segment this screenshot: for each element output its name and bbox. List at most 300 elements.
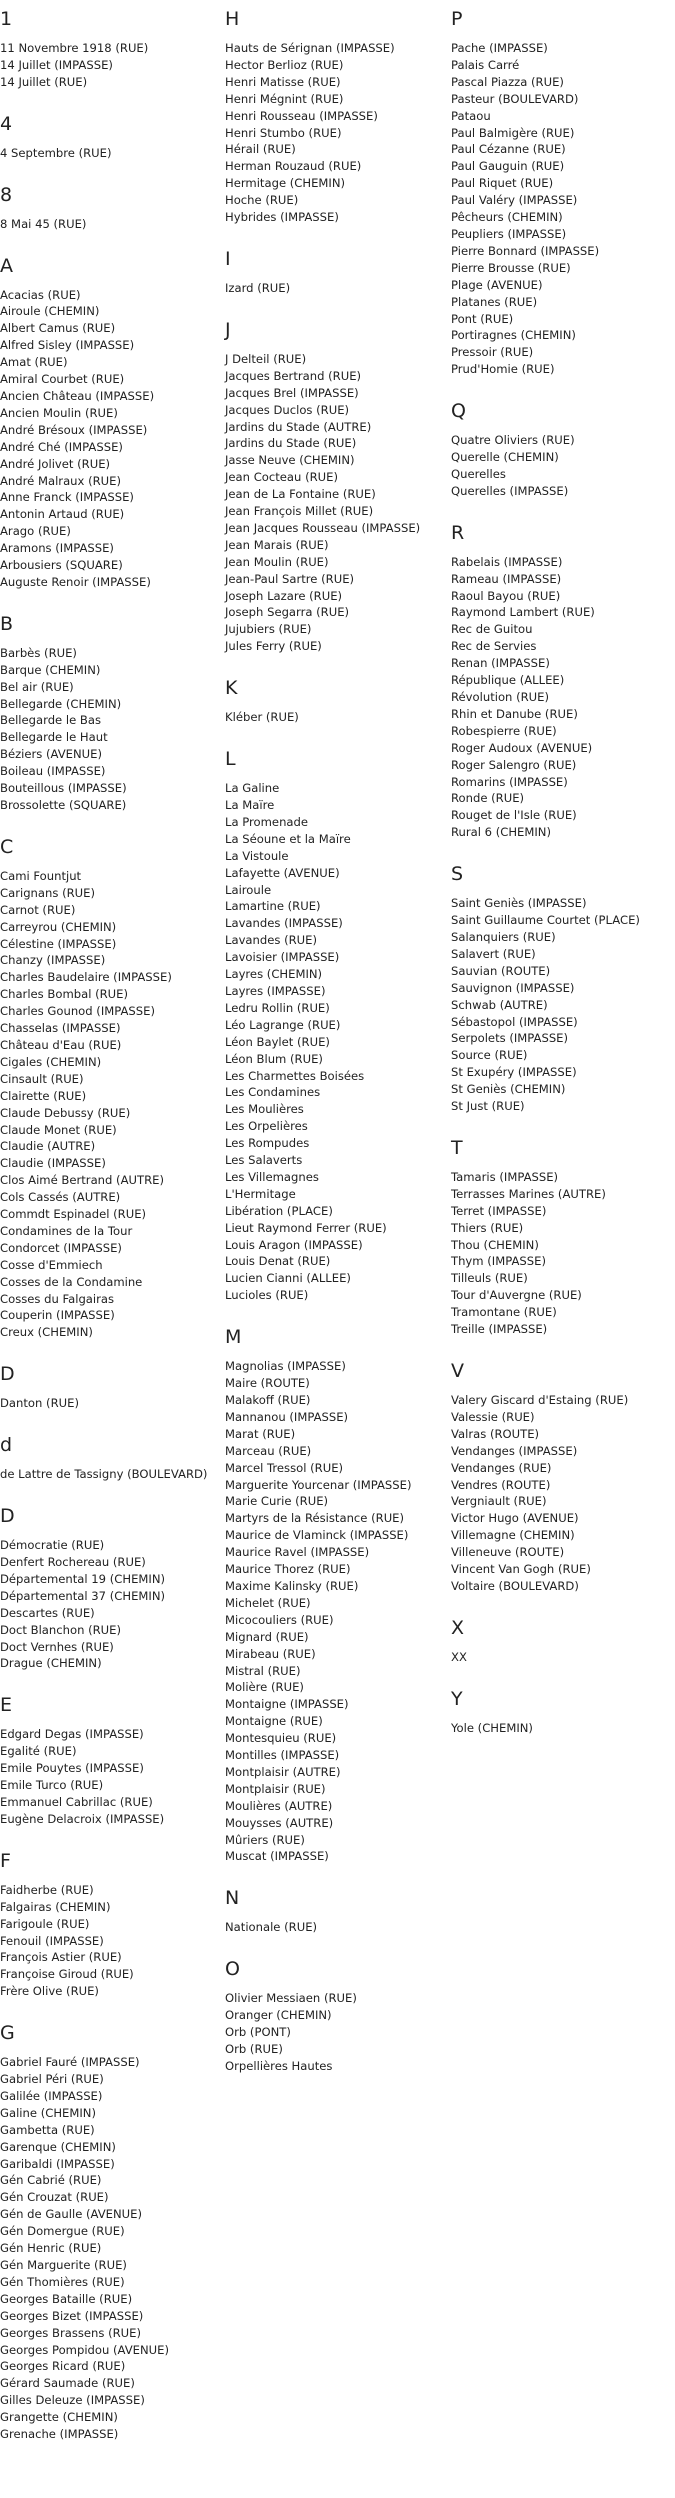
street-link[interactable]: Cols Cassés (AUTRE) bbox=[0, 1190, 121, 1205]
street-link[interactable]: Aramons (IMPASSE) bbox=[0, 541, 114, 556]
street-link[interactable]: Lamartine (RUE) bbox=[225, 899, 321, 914]
street-link[interactable]: Kléber (RUE) bbox=[225, 710, 299, 725]
street-link[interactable]: Rouget de l'Isle (RUE) bbox=[451, 808, 577, 823]
street-link[interactable]: Mûriers (RUE) bbox=[225, 1832, 305, 1847]
street-link[interactable]: Gén Crouzat (RUE) bbox=[0, 2190, 109, 2205]
street-link[interactable]: Chanzy (IMPASSE) bbox=[0, 953, 106, 968]
street-link[interactable]: Joseph Lazare (RUE) bbox=[225, 588, 343, 603]
street-link[interactable]: Mirabeau (RUE) bbox=[225, 1646, 316, 1661]
letter-section bbox=[451, 1617, 675, 1666]
street-link[interactable]: Henri Matisse (RUE) bbox=[225, 74, 341, 89]
street-link[interactable]: Bel air (RUE) bbox=[0, 679, 74, 694]
street-link[interactable]: Thiers (RUE) bbox=[451, 1220, 524, 1235]
street-link[interactable]: Charles Baudelaire (IMPASSE) bbox=[0, 970, 172, 985]
street-link[interactable]: Charles Bombal (RUE) bbox=[0, 987, 129, 1002]
street-link[interactable]: Jean Jacques Rousseau (IMPASSE) bbox=[225, 520, 421, 535]
street-link[interactable]: Claude Debussy (RUE) bbox=[0, 1105, 131, 1120]
street-list bbox=[225, 709, 445, 726]
street-link[interactable]: Terrasses Marines (AUTRE) bbox=[451, 1186, 606, 1201]
street-link[interactable]: Rec de Servies bbox=[451, 639, 537, 654]
street-link[interactable]: Pache (IMPASSE) bbox=[451, 41, 548, 55]
street-link[interactable]: Airoule (CHEMIN) bbox=[0, 304, 100, 319]
street-link[interactable]: 14 Juillet (IMPASSE) bbox=[0, 57, 113, 72]
street-link[interactable]: Jules Ferry (RUE) bbox=[225, 639, 322, 654]
street-link[interactable]: Molière (RUE) bbox=[225, 1680, 304, 1695]
street-link[interactable]: Claude Monet (RUE) bbox=[0, 1122, 117, 1137]
street-link[interactable]: Villeneuve (ROUTE) bbox=[451, 1545, 565, 1560]
street-link[interactable]: Thym (IMPASSE) bbox=[451, 1254, 546, 1269]
street-link[interactable]: Cigales (CHEMIN) bbox=[0, 1054, 102, 1069]
street-link[interactable]: Gén Cabrié (RUE) bbox=[0, 2173, 102, 2188]
street-link[interactable]: Marceau (RUE) bbox=[225, 1443, 312, 1458]
street-link[interactable]: Paul Gauguin (RUE) bbox=[451, 159, 565, 174]
street-link[interactable]: Edgard Degas (IMPASSE) bbox=[0, 1727, 144, 1742]
street-link[interactable]: J Delteil (RUE) bbox=[225, 351, 307, 366]
street-link[interactable]: Montaigne (RUE) bbox=[225, 1714, 323, 1729]
street-link[interactable]: Maxime Kalinsky (RUE) bbox=[225, 1578, 359, 1593]
street-link[interactable]: Libération (PLACE) bbox=[225, 1203, 333, 1218]
street-link[interactable]: Les Orpelières bbox=[225, 1119, 308, 1134]
street-link[interactable]: Claudie (AUTRE) bbox=[0, 1139, 96, 1154]
street-link[interactable]: Oranger (CHEMIN) bbox=[225, 2008, 332, 2023]
street-link[interactable]: Georges Bataille (RUE) bbox=[0, 2291, 133, 2306]
street-link[interactable]: Louis Aragon (IMPASSE) bbox=[225, 1237, 363, 1252]
street-link[interactable]: Hector Berlioz (RUE) bbox=[225, 57, 344, 72]
street-link[interactable]: Clairette (RUE) bbox=[0, 1088, 87, 1103]
street-link[interactable]: Vendanges (RUE) bbox=[451, 1460, 552, 1475]
letter-section bbox=[0, 113, 220, 162]
street-link[interactable]: Montesquieu (RUE) bbox=[225, 1731, 337, 1746]
street-link[interactable]: Léon Blum (RUE) bbox=[225, 1051, 323, 1066]
street-link[interactable]: Charles Gounod (IMPASSE) bbox=[0, 1004, 155, 1019]
street-link[interactable]: Marat (RUE) bbox=[225, 1426, 296, 1441]
street-link[interactable]: Pierre Bonnard (IMPASSE) bbox=[451, 243, 600, 258]
letter-section bbox=[0, 184, 220, 233]
street-link[interactable]: 4 Septembre (RUE) bbox=[0, 145, 112, 160]
street-link[interactable]: Valery Giscard d'Estaing (RUE) bbox=[451, 1393, 629, 1407]
street-link[interactable]: Jasse Neuve (CHEMIN) bbox=[225, 453, 355, 468]
street-link[interactable]: Jacques Bertrand (RUE) bbox=[225, 368, 362, 383]
street-link[interactable]: Martyrs de la Résistance (RUE) bbox=[225, 1511, 405, 1526]
street-link[interactable]: St Exupéry (IMPASSE) bbox=[451, 1065, 577, 1080]
street-link[interactable]: Maurice de Vlaminck (IMPASSE) bbox=[225, 1528, 409, 1543]
street-link[interactable]: Querelles (IMPASSE) bbox=[451, 483, 569, 498]
section-letter-heading: X bbox=[451, 1616, 465, 1639]
street-link[interactable]: Grenache (IMPASSE) bbox=[0, 2427, 119, 2442]
street-link[interactable]: Montaigne (IMPASSE) bbox=[225, 1697, 349, 1712]
street-link[interactable]: Izard (RUE) bbox=[225, 280, 291, 295]
street-link[interactable]: Rameau (IMPASSE) bbox=[451, 571, 562, 586]
street-link[interactable]: Querelles bbox=[451, 466, 506, 481]
street-link[interactable]: Nationale (RUE) bbox=[225, 1920, 318, 1935]
street-link[interactable]: Jean-Paul Sartre (RUE) bbox=[225, 571, 355, 586]
street-link[interactable]: Françoise Giroud (RUE) bbox=[0, 1967, 134, 1982]
street-link[interactable]: Lavandes (RUE) bbox=[225, 933, 318, 948]
street-link[interactable]: Henri Rousseau (IMPASSE) bbox=[225, 108, 378, 123]
street-link[interactable]: Quatre Oliviers (RUE) bbox=[451, 433, 575, 448]
street-link[interactable]: Clos Aimé Bertrand (AUTRE) bbox=[0, 1173, 164, 1188]
street-link[interactable]: Raymond Lambert (RUE) bbox=[451, 605, 595, 620]
street-link[interactable]: Roger Salengro (RUE) bbox=[451, 757, 577, 772]
street-link[interactable]: Layres (CHEMIN) bbox=[225, 967, 323, 982]
street-link[interactable]: Vincent Van Gogh (RUE) bbox=[451, 1562, 591, 1577]
street-link[interactable]: Tour d'Auvergne (RUE) bbox=[451, 1288, 582, 1303]
street-link[interactable]: André Malraux (RUE) bbox=[0, 473, 121, 488]
street-link[interactable]: Georges Bizet (IMPASSE) bbox=[0, 2308, 144, 2323]
street-link[interactable]: Louis Denat (RUE) bbox=[225, 1254, 331, 1269]
street-link[interactable]: Malakoff (RUE) bbox=[225, 1393, 311, 1407]
section-letter-heading: K bbox=[225, 677, 238, 700]
letter-section bbox=[225, 677, 445, 726]
street-link[interactable]: La Séoune et la Maïre bbox=[225, 831, 351, 846]
street-link[interactable]: Lavoisier (IMPASSE) bbox=[225, 950, 340, 965]
street-link[interactable]: Villemagne (CHEMIN) bbox=[451, 1528, 575, 1543]
street-link[interactable]: Mignard (RUE) bbox=[225, 1629, 309, 1644]
street-link[interactable]: Source (RUE) bbox=[451, 1048, 528, 1063]
street-link[interactable]: Doct Vernhes (RUE) bbox=[0, 1639, 114, 1654]
street-link[interactable]: Prud'Homie (RUE) bbox=[451, 362, 555, 377]
street-link[interactable]: Hauts de Sérignan (IMPASSE) bbox=[225, 41, 395, 55]
street-link[interactable]: Emile Turco (RUE) bbox=[0, 1778, 104, 1793]
street-link[interactable]: Micocouliers (RUE) bbox=[225, 1612, 334, 1627]
street-link[interactable]: Condorcet (IMPASSE) bbox=[0, 1240, 122, 1255]
street-link[interactable]: Tamaris (IMPASSE) bbox=[451, 1169, 559, 1184]
section-letter-heading: E bbox=[0, 1694, 13, 1717]
street-link[interactable]: 8 Mai 45 (RUE) bbox=[0, 216, 87, 231]
street-link[interactable]: Condamines de la Tour bbox=[0, 1223, 133, 1238]
street-link[interactable]: Danton (RUE) bbox=[0, 1396, 79, 1411]
street-link[interactable]: Montilles (IMPASSE) bbox=[225, 1748, 340, 1763]
street-link[interactable]: Les Salaverts bbox=[225, 1153, 303, 1168]
street-link[interactable]: Antonin Artaud (RUE) bbox=[0, 507, 125, 522]
street-link[interactable]: Cosses de la Condamine bbox=[0, 1274, 143, 1289]
street-link[interactable]: Tramontane (RUE) bbox=[451, 1305, 557, 1320]
street-link[interactable]: Arbousiers (SQUARE) bbox=[0, 558, 123, 573]
street-link[interactable]: Carreyrou (CHEMIN) bbox=[0, 919, 117, 934]
street-link[interactable]: Bellegarde le Haut bbox=[0, 730, 108, 745]
street-link[interactable]: Henri Stumbo (RUE) bbox=[225, 125, 342, 140]
street-link[interactable]: André Jolivet (RUE) bbox=[0, 456, 111, 471]
street-link[interactable]: Terret (IMPASSE) bbox=[451, 1203, 547, 1218]
street-link[interactable]: Salanquiers (RUE) bbox=[451, 929, 556, 944]
street-link[interactable]: Anne Franck (IMPASSE) bbox=[0, 490, 134, 505]
street-link[interactable]: Galine (CHEMIN) bbox=[0, 2105, 96, 2120]
street-link[interactable]: Marguerite Yourcenar (IMPASSE) bbox=[225, 1477, 412, 1492]
street-link[interactable]: Hérail (RUE) bbox=[225, 142, 296, 157]
street-link[interactable]: Rec de Guitou bbox=[451, 622, 533, 637]
street-link[interactable]: Hoche (RUE) bbox=[225, 193, 299, 208]
street-link[interactable]: Saint Guillaume Courtet (PLACE) bbox=[451, 913, 640, 928]
street-link[interactable]: Lavandes (IMPASSE) bbox=[225, 916, 343, 931]
street-link[interactable]: Mouysses (AUTRE) bbox=[225, 1815, 334, 1830]
street-link[interactable]: Gén Marguerite (RUE) bbox=[0, 2258, 127, 2272]
street-link[interactable]: Albert Camus (RUE) bbox=[0, 321, 116, 336]
street-link[interactable]: Georges Brassens (RUE) bbox=[0, 2325, 142, 2340]
street-link[interactable]: Orb (PONT) bbox=[225, 2025, 291, 2040]
street-link[interactable]: Gén Henric (RUE) bbox=[0, 2241, 102, 2256]
street-link[interactable]: Salavert (RUE) bbox=[451, 946, 536, 961]
street-link[interactable]: Rural 6 (CHEMIN) bbox=[451, 825, 552, 840]
street-link[interactable]: République (ALLEE) bbox=[451, 673, 565, 688]
street-link[interactable]: Maire (ROUTE) bbox=[225, 1376, 310, 1391]
street-link[interactable]: Tilleuls (RUE) bbox=[451, 1271, 528, 1286]
street-link[interactable]: Célestine (IMPASSE) bbox=[0, 936, 117, 951]
street-link[interactable]: Lairoule bbox=[225, 882, 272, 897]
street-link[interactable]: La Maïre bbox=[225, 798, 275, 812]
street-link[interactable]: Eugène Delacroix (IMPASSE) bbox=[0, 1811, 165, 1826]
street-link[interactable]: Les Villemagnes bbox=[225, 1169, 319, 1184]
street-link[interactable]: Amiral Courbet (RUE) bbox=[0, 372, 125, 387]
street-link[interactable]: Gén de Gaulle (AVENUE) bbox=[0, 2207, 143, 2222]
street-link[interactable]: Acacias (RUE) bbox=[0, 287, 81, 302]
street-link[interactable]: Georges Pompidou (AVENUE) bbox=[0, 2342, 169, 2357]
street-link[interactable]: Mannanou (IMPASSE) bbox=[225, 1409, 349, 1424]
index-column-3 bbox=[451, 8, 675, 1759]
street-link[interactable]: Muscat (IMPASSE) bbox=[225, 1849, 329, 1864]
street-link[interactable]: Serpolets (IMPASSE) bbox=[451, 1031, 569, 1046]
street-link[interactable]: Claudie (IMPASSE) bbox=[0, 1156, 106, 1171]
street-link[interactable]: Paul Cézanne (RUE) bbox=[451, 142, 566, 157]
street-link[interactable]: Gabriel Fauré (IMPASSE) bbox=[0, 2055, 140, 2070]
street-link[interactable]: Boileau (IMPASSE) bbox=[0, 764, 106, 779]
street-link[interactable]: Lafayette (AVENUE) bbox=[225, 865, 340, 880]
street-link[interactable]: Vendanges (IMPASSE) bbox=[451, 1443, 578, 1458]
street-link[interactable]: Sauvian (ROUTE) bbox=[451, 963, 551, 978]
street-link[interactable]: Treille (IMPASSE) bbox=[451, 1322, 548, 1337]
street-link[interactable]: Orb (RUE) bbox=[225, 2042, 283, 2056]
street-link[interactable]: Ledru Rollin (RUE) bbox=[225, 1000, 330, 1015]
street-link[interactable]: Victor Hugo (AVENUE) bbox=[451, 1511, 579, 1526]
street-link[interactable]: La Vistoule bbox=[225, 848, 289, 863]
street-link[interactable]: Yole (CHEMIN) bbox=[451, 1720, 533, 1735]
street-link[interactable]: François Astier (RUE) bbox=[0, 1950, 122, 1965]
street-link[interactable]: Farigoule (RUE) bbox=[0, 1916, 90, 1931]
street-link[interactable]: Querelle (CHEMIN) bbox=[451, 450, 559, 465]
letter-section bbox=[0, 613, 220, 814]
street-link[interactable]: Mistral (RUE) bbox=[225, 1663, 301, 1678]
street-link[interactable]: Jardins du Stade (AUTRE) bbox=[225, 419, 372, 434]
street-link[interactable]: Cami Fountjut bbox=[0, 868, 82, 883]
street-link[interactable]: Léo Lagrange (RUE) bbox=[225, 1017, 341, 1032]
street-link[interactable]: Renan (IMPASSE) bbox=[451, 656, 550, 671]
street-link[interactable]: St Geniès (CHEMIN) bbox=[451, 1082, 566, 1097]
street-link[interactable]: Auguste Renoir (IMPASSE) bbox=[0, 574, 151, 589]
street-link[interactable]: Pont (RUE) bbox=[451, 311, 514, 326]
street-link[interactable]: Raoul Bayou (RUE) bbox=[451, 588, 561, 603]
street-link[interactable]: Frère Olive (RUE) bbox=[0, 1984, 99, 1999]
street-list bbox=[225, 780, 445, 1304]
street-link[interactable]: Jean Moulin (RUE) bbox=[225, 554, 329, 569]
street-link[interactable]: Emile Pouytes (IMPASSE) bbox=[0, 1761, 144, 1776]
street-link[interactable]: Carignans (RUE) bbox=[0, 885, 95, 900]
street-link[interactable]: Vendres (ROUTE) bbox=[451, 1477, 551, 1492]
street-link[interactable]: Les Moulières bbox=[225, 1102, 304, 1117]
street-link[interactable]: Bellegarde (CHEMIN) bbox=[0, 696, 122, 711]
street-link[interactable]: Brossolette (SQUARE) bbox=[0, 798, 127, 812]
street-link[interactable]: Alfred Sisley (IMPASSE) bbox=[0, 338, 135, 353]
street-link[interactable]: Paul Valéry (IMPASSE) bbox=[451, 193, 578, 208]
street-link[interactable]: Bellegarde le Bas bbox=[0, 713, 102, 728]
street-link[interactable]: André Ché (IMPASSE) bbox=[0, 439, 123, 454]
street-link[interactable]: Rhin et Danube (RUE) bbox=[451, 706, 578, 721]
street-link[interactable]: Henri Mégnint (RUE) bbox=[225, 91, 344, 106]
street-link[interactable]: Départemental 37 (CHEMIN) bbox=[0, 1588, 166, 1603]
street-link[interactable]: Maurice Thorez (RUE) bbox=[225, 1562, 351, 1577]
street-link[interactable]: Romarins (IMPASSE) bbox=[451, 774, 568, 789]
street-link[interactable]: St Just (RUE) bbox=[451, 1099, 525, 1114]
street-link[interactable]: Vergniault (RUE) bbox=[451, 1494, 547, 1509]
street-link[interactable]: Barbès (RUE) bbox=[0, 645, 77, 660]
street-link[interactable]: Paul Balmigère (RUE) bbox=[451, 125, 575, 140]
street-link[interactable]: Marie Curie (RUE) bbox=[225, 1494, 329, 1509]
street-link[interactable]: Ronde (RUE) bbox=[451, 791, 525, 806]
street-link[interactable]: Lucioles (RUE) bbox=[225, 1288, 309, 1303]
street-link[interactable]: Révolution (RUE) bbox=[451, 690, 549, 704]
street-link[interactable]: La Galine bbox=[225, 781, 280, 796]
street-link[interactable]: Jujubiers (RUE) bbox=[225, 622, 312, 637]
street-link[interactable]: Doct Blanchon (RUE) bbox=[0, 1622, 122, 1637]
street-link[interactable]: Chasselas (IMPASSE) bbox=[0, 1021, 121, 1036]
street-link[interactable]: Palais Carré bbox=[451, 57, 520, 72]
street-link[interactable]: Creux (CHEMIN) bbox=[0, 1325, 93, 1340]
street-link[interactable]: Denfert Rochereau (RUE) bbox=[0, 1555, 146, 1569]
street-link[interactable]: Fenouil (IMPASSE) bbox=[0, 1933, 104, 1948]
street-link[interactable]: André Brésoux (IMPASSE) bbox=[0, 422, 148, 437]
street-link[interactable]: Egalité (RUE) bbox=[0, 1744, 77, 1759]
street-link[interactable]: Orpellières Hautes bbox=[225, 2058, 333, 2073]
street-link[interactable]: Cosses du Falgairas bbox=[0, 1291, 115, 1306]
street-link[interactable]: Jean Cocteau (RUE) bbox=[225, 470, 338, 485]
street-link[interactable]: Ancien Moulin (RUE) bbox=[0, 405, 118, 420]
street-link[interactable]: Démocratie (RUE) bbox=[0, 1538, 105, 1553]
street-link[interactable]: Drague (CHEMIN) bbox=[0, 1656, 102, 1671]
street-link[interactable]: Bouteillous (IMPASSE) bbox=[0, 781, 127, 796]
street-list bbox=[451, 40, 675, 378]
street-link[interactable]: Jean François Millet (RUE) bbox=[225, 504, 374, 519]
street-link[interactable]: Magnolias (IMPASSE) bbox=[225, 1359, 346, 1374]
street-link[interactable]: Cinsault (RUE) bbox=[0, 1071, 84, 1086]
street-link[interactable]: Moulières (AUTRE) bbox=[225, 1798, 333, 1813]
street-link[interactable]: Portiragnes (CHEMIN) bbox=[451, 328, 576, 343]
street-link[interactable]: Peupliers (IMPASSE) bbox=[451, 226, 567, 241]
street-link[interactable]: Sébastopol (IMPASSE) bbox=[451, 1014, 578, 1029]
street-link[interactable]: Pascal Piazza (RUE) bbox=[451, 74, 564, 89]
street-link[interactable]: Joseph Segarra (RUE) bbox=[225, 605, 350, 620]
street-link[interactable]: Carnot (RUE) bbox=[0, 902, 76, 917]
street-link[interactable]: Gilles Deleuze (IMPASSE) bbox=[0, 2393, 145, 2408]
street-link[interactable]: Jean Marais (RUE) bbox=[225, 537, 329, 552]
street-link[interactable]: Ancien Château (IMPASSE) bbox=[0, 388, 155, 403]
street-link[interactable]: Pressoir (RUE) bbox=[451, 345, 534, 360]
street-link[interactable]: Jacques Duclos (RUE) bbox=[225, 402, 350, 417]
street-link[interactable]: Pierre Brousse (RUE) bbox=[451, 260, 571, 275]
street-link[interactable]: Gérard Saumade (RUE) bbox=[0, 2376, 135, 2391]
street-link[interactable]: Barque (CHEMIN) bbox=[0, 662, 101, 677]
street-link[interactable]: Schwab (AUTRE) bbox=[451, 997, 548, 1012]
street-link[interactable]: Thou (CHEMIN) bbox=[451, 1237, 539, 1252]
street-link[interactable]: Marcel Tressol (RUE) bbox=[225, 1460, 344, 1475]
letter-section bbox=[225, 1958, 445, 2075]
street-link[interactable]: Cosse d'Emmiech bbox=[0, 1257, 103, 1272]
street-link[interactable]: L'Hermitage bbox=[225, 1186, 296, 1201]
street-link[interactable]: Valras (ROUTE) bbox=[451, 1426, 540, 1441]
street-link[interactable]: Les Charmettes Boisées bbox=[225, 1068, 365, 1083]
section-letter-heading: 1 bbox=[0, 8, 13, 30]
street-link[interactable]: Les Rompudes bbox=[225, 1136, 310, 1151]
street-link[interactable]: Platanes (RUE) bbox=[451, 294, 538, 309]
street-link[interactable]: Jardins du Stade (RUE) bbox=[225, 436, 357, 451]
street-link[interactable]: Pasteur (BOULEVARD) bbox=[451, 91, 579, 106]
street-link[interactable]: Départemental 19 (CHEMIN) bbox=[0, 1571, 166, 1586]
street-link[interactable]: Jacques Brel (IMPASSE) bbox=[225, 385, 359, 400]
street-link[interactable]: Garibaldi (IMPASSE) bbox=[0, 2156, 115, 2171]
street-link[interactable]: Georges Ricard (RUE) bbox=[0, 2359, 126, 2374]
street-link[interactable]: Descartes (RUE) bbox=[0, 1605, 95, 1620]
street-link[interactable]: Gén Thomières (RUE) bbox=[0, 2274, 125, 2289]
street-link[interactable]: Grangette (CHEMIN) bbox=[0, 2410, 118, 2425]
street-link[interactable]: Herman Rouzaud (RUE) bbox=[225, 159, 362, 174]
street-link[interactable]: Maurice Ravel (IMPASSE) bbox=[225, 1545, 370, 1560]
street-link[interactable]: Lieut Raymond Ferrer (RUE) bbox=[225, 1220, 387, 1235]
street-link[interactable]: La Promenade bbox=[225, 814, 309, 829]
street-link[interactable]: Les Condamines bbox=[225, 1085, 321, 1100]
street-link[interactable]: Hybrides (IMPASSE) bbox=[225, 210, 339, 225]
street-link[interactable]: Gambetta (RUE) bbox=[0, 2122, 95, 2137]
street-link[interactable]: Plage (AVENUE) bbox=[451, 277, 543, 292]
street-link[interactable]: Pêcheurs (CHEMIN) bbox=[451, 210, 563, 225]
street-link[interactable]: Voltaire (BOULEVARD) bbox=[451, 1578, 579, 1593]
street-link[interactable]: Falgairas (CHEMIN) bbox=[0, 1899, 111, 1914]
street-list bbox=[0, 145, 220, 162]
street-link[interactable]: Gén Domergue (RUE) bbox=[0, 2224, 125, 2239]
letter-section bbox=[0, 8, 220, 91]
street-link[interactable]: Léon Baylet (RUE) bbox=[225, 1034, 330, 1049]
street-link[interactable]: Faidherbe (RUE) bbox=[0, 1882, 94, 1897]
street-link[interactable]: Emmanuel Cabrillac (RUE) bbox=[0, 1794, 153, 1809]
street-link[interactable]: Château d'Eau (RUE) bbox=[0, 1037, 122, 1052]
street-link[interactable]: Pataou bbox=[451, 108, 491, 123]
street-link[interactable]: Paul Riquet (RUE) bbox=[451, 176, 554, 191]
street-link[interactable]: Robespierre (RUE) bbox=[451, 723, 557, 738]
street-link[interactable]: Rabelais (IMPASSE) bbox=[451, 554, 563, 569]
street-link[interactable]: Montplaisir (RUE) bbox=[225, 1781, 326, 1796]
street-link[interactable]: Jean de La Fontaine (RUE) bbox=[225, 487, 376, 502]
street-link[interactable]: Layres (IMPASSE) bbox=[225, 983, 326, 998]
street-link[interactable]: Amat (RUE) bbox=[0, 355, 68, 370]
street-link[interactable]: Gabriel Péri (RUE) bbox=[0, 2072, 104, 2087]
street-link[interactable]: de Lattre de Tassigny (BOULEVARD) bbox=[0, 1467, 208, 1482]
street-link[interactable]: Saint Geniès (IMPASSE) bbox=[451, 896, 587, 911]
street-link[interactable]: Commdt Espinadel (RUE) bbox=[0, 1207, 147, 1222]
street-link[interactable]: 14 Juillet (RUE) bbox=[0, 74, 88, 89]
street-link[interactable]: XX bbox=[451, 1649, 467, 1664]
street-link[interactable]: Galilée (IMPASSE) bbox=[0, 2088, 103, 2103]
street-link[interactable]: Couperin (IMPASSE) bbox=[0, 1308, 115, 1323]
street-link[interactable]: Arago (RUE) bbox=[0, 524, 71, 539]
street-link[interactable]: Béziers (AVENUE) bbox=[0, 747, 102, 762]
street-link[interactable]: Hermitage (CHEMIN) bbox=[225, 176, 346, 191]
street-link[interactable]: Olivier Messiaen (RUE) bbox=[225, 1991, 357, 2006]
street-link[interactable]: Valessie (RUE) bbox=[451, 1409, 535, 1424]
street-link[interactable]: Lucien Cianni (ALLEE) bbox=[225, 1271, 351, 1286]
section-letter-heading: S bbox=[451, 863, 464, 886]
street-link[interactable]: 11 Novembre 1918 (RUE) bbox=[0, 41, 149, 55]
street-link[interactable]: Michelet (RUE) bbox=[225, 1595, 311, 1610]
street-link[interactable]: Garenque (CHEMIN) bbox=[0, 2139, 116, 2154]
street-link[interactable]: Roger Audoux (AVENUE) bbox=[451, 740, 593, 755]
street-link[interactable]: Montplaisir (AUTRE) bbox=[225, 1764, 341, 1779]
street-link[interactable]: Sauvignon (IMPASSE) bbox=[451, 980, 575, 995]
